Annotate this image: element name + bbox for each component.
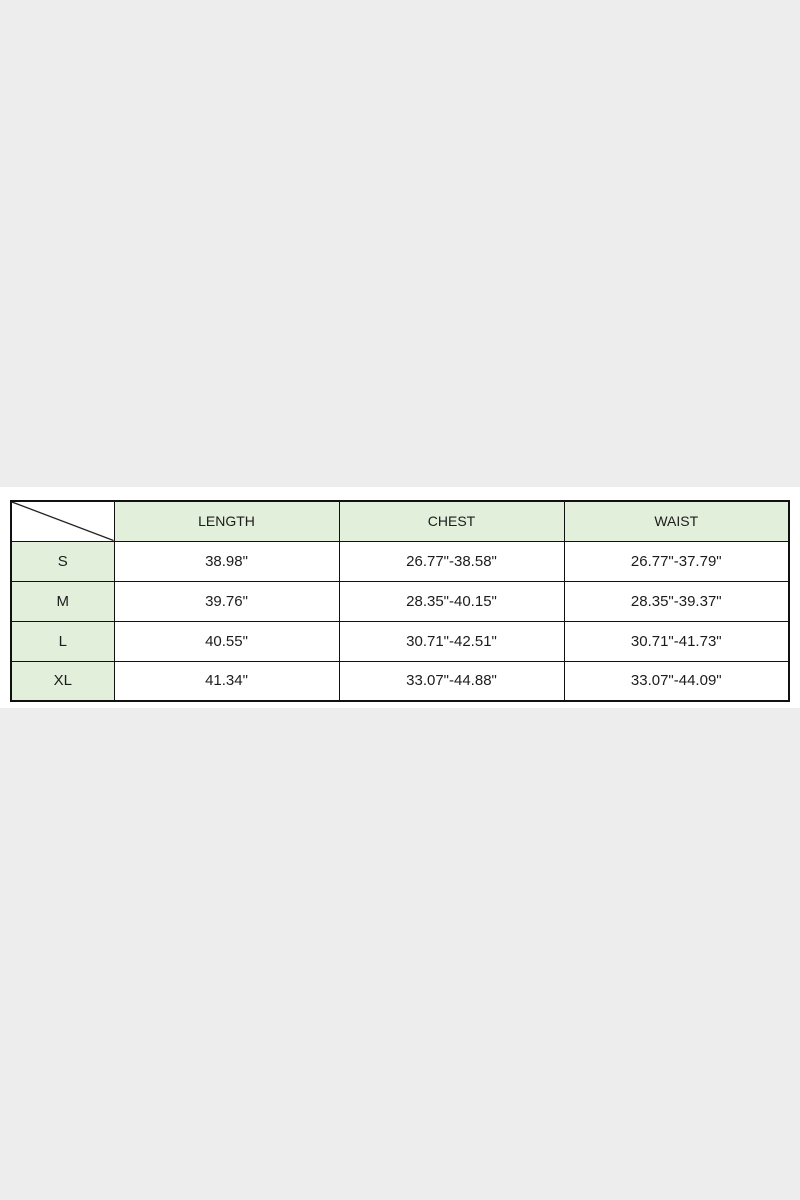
table-row-l <box>11 621 789 661</box>
corner-diagonal-cell <box>11 501 114 541</box>
length-value: 41.34" <box>114 661 339 701</box>
header-row <box>11 501 789 541</box>
size-label: XL <box>11 661 114 701</box>
waist-value: 26.77"-37.79" <box>564 541 789 581</box>
chest-value: 30.71"-42.51" <box>339 621 564 661</box>
size-label: L <box>11 621 114 661</box>
length-value: 39.76" <box>114 581 339 621</box>
waist-value: 28.35"-39.37" <box>564 581 789 621</box>
size-label: S <box>11 541 114 581</box>
table-row-xl <box>11 661 789 701</box>
size-label: M <box>11 581 114 621</box>
size-chart-panel <box>0 487 800 708</box>
column-header-chest: CHEST <box>339 501 564 541</box>
chest-value: 28.35"-40.15" <box>339 581 564 621</box>
size-chart-table <box>10 500 790 702</box>
diagonal-line-icon <box>12 502 114 541</box>
waist-value: 30.71"-41.73" <box>564 621 789 661</box>
table-row-m <box>11 581 789 621</box>
column-header-length: LENGTH <box>114 501 339 541</box>
column-header-waist: WAIST <box>564 501 789 541</box>
length-value: 40.55" <box>114 621 339 661</box>
waist-value: 33.07"-44.09" <box>564 661 789 701</box>
length-value: 38.98" <box>114 541 339 581</box>
chest-value: 26.77"-38.58" <box>339 541 564 581</box>
chest-value: 33.07"-44.88" <box>339 661 564 701</box>
table-row-s <box>11 541 789 581</box>
